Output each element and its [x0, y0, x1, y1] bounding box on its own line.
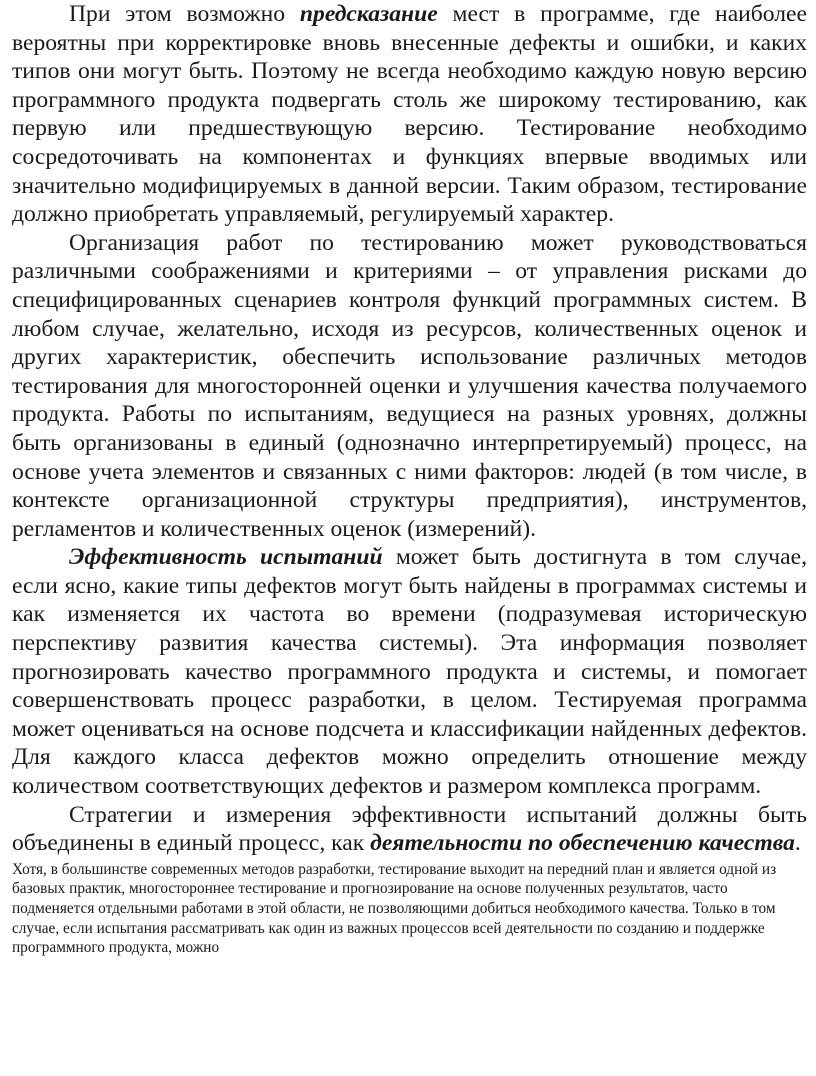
emphasis-prediction: предсказание	[299, 1, 438, 27]
paragraph-text: При этом возможно	[69, 1, 300, 27]
emphasis-test-efficiency: Эффективность испытаний	[69, 544, 383, 571]
paragraph-text: мест в программе, где наиболее вероятны при корректировке вновь внесенные дефекты и ошибки, и каких типов они могут быть. Поэтому не всегда необходимо каждую новую версию программного продукта подвергать столь же широкому тестированию, как первую или предшествующую версию. Тестирование необходимо сосредоточивать на компонентах и функциях впервые вводимых или значительно модифицируемых в данной версии. Таким образом, тестирование должно приобретать управляемый, регулируемый характер.	[12, 1, 807, 228]
emphasis-quality-activities: деятельности по обеспечению качества	[370, 830, 795, 857]
paragraph-efficiency	[12, 543, 807, 800]
paragraph-strategies	[12, 801, 807, 858]
footnote-text: Хотя, в большинстве современных методов разработки, тестирование выходит на передний план и является одной из базовых практик, многостороннее тестирование и прогнозирование на основе полученных результатов, часто подменяется отдельными работами в этой области, не позволяющими добиться необходимого качества. Только в том случае, если испытания рассматривать как один из важных процессов всей деятельности по созданию и поддержке программного продукта, можно	[12, 860, 777, 957]
paragraph-text: Стратегии и измерения эффективности испытаний должны быть объединены в единый процесс, как	[12, 801, 807, 857]
paragraph-prediction	[12, 0, 807, 229]
paragraph-text: .	[794, 830, 801, 857]
paragraph-organization: Организация работ по тестированию может руководствоваться различными соображениями и критериями – от управления рисками до специфицированных сценариев контроля функций программных систем. В любом случае, желательно, исходя из ресурсов, количественных оценок и других характеристик, обеспечить использование различных методов тестирования для многосторонней оценки и улучшения качества получаемого продукта. Работы по испытаниям, ведущиеся на разных уровнях, должны быть организованы в единый (однозначно интерпретируемый) процесс, на основе учета элементов и связанных с ними факторов: людей (в том числе, в контексте организационной структуры предприятия), инструментов, регламентов и количественных оценок (измерений).	[12, 229, 807, 542]
document-page	[12, 0, 807, 958]
paragraph-text: может быть достигнута в том случае, если ясно, какие типы дефектов могут быть найдены в программах системы и как изменяется их частота во времени (подразумевая историческую перспективу развития качества системы). Эта информация позволяет прогнозировать качество программного продукта и системы, и помогает совершенствовать процесс разработки, в целом. Тестируемая программа может оцениваться на основе подсчета и классификации найденных дефектов. Для каждого класса дефектов можно определить отношение между количеством соответствующих дефектов и размером комплекса программ.	[12, 544, 807, 800]
